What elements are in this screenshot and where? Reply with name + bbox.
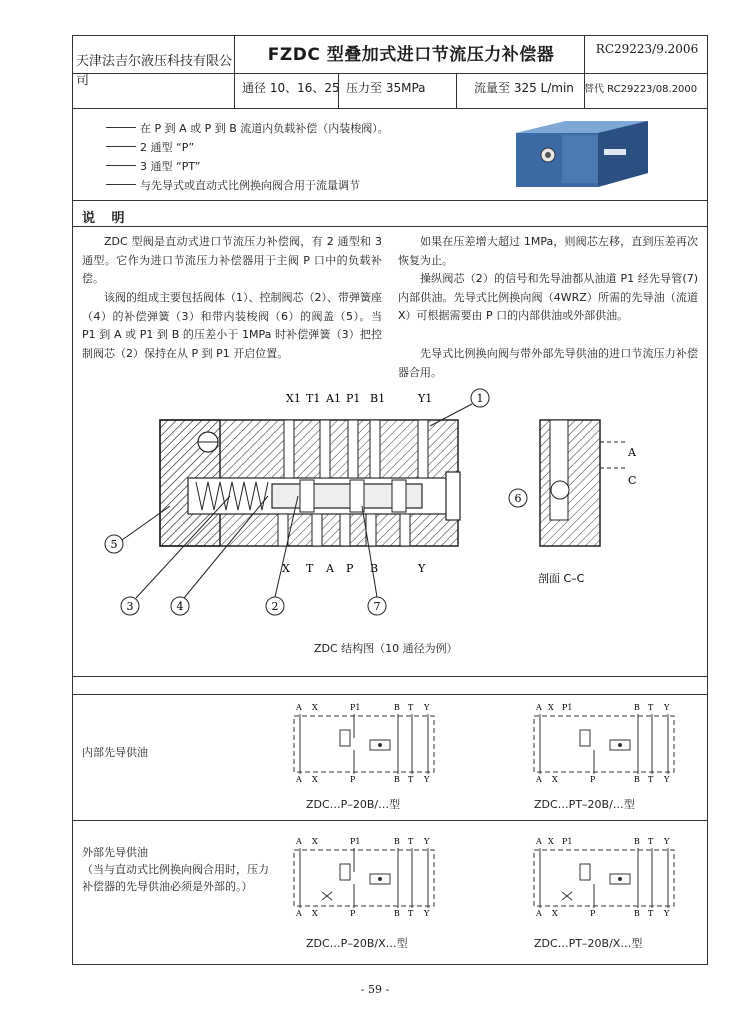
svg-text:T: T	[648, 775, 654, 784]
callout-label: 4	[176, 600, 184, 613]
port-label: T1	[306, 392, 321, 405]
cross-section-drawing	[100, 386, 640, 656]
port-label: X1	[286, 392, 301, 405]
description-paragraph: 如果在压差增大超过 1MPa，则阀芯左移，直到压差再次恢复为止。	[398, 235, 698, 267]
model-int-pt: ZDC…PT–20B/…型	[534, 798, 635, 811]
port-label: B	[370, 562, 379, 575]
svg-text:T: T	[408, 703, 414, 712]
description-paragraph: ZDC 型阀是直动式进口节流压力补偿阀，有 2 通型和 3 通型。它作为进口节流压力补偿器用于主阀 P 口中的负载补偿。	[82, 235, 382, 286]
svg-text:T: T	[408, 837, 414, 846]
svg-text:X: X	[548, 703, 554, 712]
port-label: B1	[370, 392, 386, 405]
svg-text:B: B	[634, 775, 640, 784]
svg-text:T: T	[648, 837, 654, 846]
symbol-int-pt	[532, 700, 678, 800]
symbol-ext-pt	[532, 834, 678, 934]
symbol-ext-p	[292, 834, 438, 934]
svg-text:T: T	[408, 909, 414, 918]
svg-text:Y: Y	[424, 837, 430, 846]
svg-text:P: P	[350, 909, 356, 918]
svg-text:A: A	[296, 909, 302, 918]
description-paragraph: 该阀的组成主要包括阀体（1）、控制阀芯（2）、带弹簧座（4）的补偿弹簧（3）和带内装梭阀（6）的阀盖（5）。当 P1 到 A 或 P1 到 B 的压差小于 1MPa 时补偿弹簧（3）把控制阀芯（2）保持在从 P 到 P1 开启位置。	[82, 291, 382, 360]
svg-text:P1: P1	[350, 703, 361, 712]
model-int-p: ZDC…P–20B/…型	[306, 798, 401, 811]
feature-item: 在 P 到 A 或 P 到 B 流道内负载补偿（内装梭阀）。	[140, 122, 389, 135]
svg-text:Y: Y	[664, 837, 670, 846]
svg-text:Y: Y	[424, 909, 430, 918]
port-label: P	[346, 562, 354, 575]
port-label: A	[326, 562, 334, 575]
callout-label: 2	[271, 600, 279, 613]
svg-text:P: P	[590, 909, 596, 918]
page-title: FZDC 型叠加式进口节流压力补偿器	[267, 45, 555, 65]
svg-text:Y: Y	[424, 775, 430, 784]
description-paragraph: 操纵阀芯（2）的信号和先导油都从油道 P1 经先导管(7)内部供油。先导式比例换向阀（4WRZ）所需的先导油（流道 X）可根据需要由 P 口的内部供油或外部供油。	[398, 272, 698, 323]
svg-text:Y: Y	[424, 703, 430, 712]
company-name: 天津法吉尔液压科技有限公司	[76, 54, 233, 88]
external-pilot-label: 外部先导供油 （当与直动式比例换向阀合用时，压力补偿器的先导供油必须是外部的。）	[82, 846, 269, 893]
svg-text:B: B	[394, 775, 400, 784]
svg-text:X: X	[552, 909, 558, 918]
svg-text:P1: P1	[562, 837, 573, 846]
svg-text:Y: Y	[664, 909, 670, 918]
port-label: A1	[326, 392, 341, 405]
svg-text:T: T	[648, 703, 654, 712]
svg-text:A: A	[536, 909, 542, 918]
callout-label: 1	[476, 392, 484, 405]
port-label: Y1	[418, 392, 433, 405]
svg-text:A: A	[296, 703, 302, 712]
callout-label: 7	[373, 600, 381, 613]
svg-text:A: A	[536, 837, 542, 846]
feature-item: 与先导式或直动式比例换向阀合用于流量调节	[140, 179, 360, 192]
product-photo	[506, 115, 656, 193]
description-paragraph: 先导式比例换向阀与带外部先导供油的进口节流压力补偿器合用。	[398, 347, 698, 379]
svg-text:X: X	[312, 909, 318, 918]
feature-item: 2 通型 “P”	[140, 141, 195, 154]
spec-nominal-size: 通径 10、16、25	[242, 81, 340, 95]
port-label: X	[282, 562, 290, 575]
svg-text:Y: Y	[664, 775, 670, 784]
page-number: - 59 -	[360, 983, 390, 996]
section-letter: C	[628, 474, 637, 487]
internal-pilot-label: 内部先导供油	[82, 746, 148, 759]
drawing-caption: ZDC 结构图（10 通径为例）	[314, 642, 458, 655]
svg-text:B: B	[394, 837, 400, 846]
svg-text:A: A	[296, 837, 302, 846]
section-view-label: 剖面 C–C	[538, 572, 585, 585]
svg-text:B: B	[634, 703, 640, 712]
rule	[72, 676, 708, 677]
svg-text:B: B	[634, 837, 640, 846]
svg-text:X: X	[552, 775, 558, 784]
svg-text:A: A	[296, 775, 302, 784]
section-letter: A	[628, 446, 636, 459]
model-ext-p: ZDC…P–20B/X…型	[306, 937, 408, 950]
svg-text:X: X	[312, 837, 318, 846]
callout-label: 6	[514, 492, 522, 505]
port-label: T	[306, 562, 314, 575]
svg-text:B: B	[394, 703, 400, 712]
symbol-int-p	[292, 700, 438, 800]
svg-text:A: A	[536, 775, 542, 784]
model-ext-pt: ZDC…PT–20B/X…型	[534, 937, 643, 950]
svg-text:B: B	[394, 909, 400, 918]
port-label: P1	[346, 392, 361, 405]
svg-text:Y: Y	[664, 703, 670, 712]
svg-text:X: X	[548, 837, 554, 846]
spec-pressure: 压力至 35MPa	[346, 81, 426, 95]
section-title: 说 明	[82, 211, 131, 226]
replaces-code: 替代 RC29223/08.2000	[584, 84, 698, 95]
rule	[72, 694, 708, 695]
svg-text:X: X	[312, 775, 318, 784]
doc-code: RC29223/9.2006	[595, 42, 699, 56]
spec-flow: 流量至 325 L/min	[474, 81, 574, 95]
rule	[72, 200, 708, 201]
callout-label: 3	[126, 600, 134, 613]
svg-text:P: P	[350, 775, 356, 784]
rule	[72, 226, 708, 227]
svg-text:X: X	[312, 703, 318, 712]
svg-text:T: T	[408, 775, 414, 784]
svg-text:B: B	[634, 909, 640, 918]
svg-text:T: T	[648, 909, 654, 918]
port-label: Y	[418, 562, 426, 575]
rule	[72, 108, 708, 109]
svg-text:P: P	[590, 775, 596, 784]
rule	[72, 820, 708, 821]
feature-item: 3 通型 “PT”	[140, 160, 201, 173]
callout-label: 5	[110, 538, 118, 551]
svg-text:P1: P1	[562, 703, 573, 712]
svg-text:A: A	[536, 703, 542, 712]
svg-text:P1: P1	[350, 837, 361, 846]
